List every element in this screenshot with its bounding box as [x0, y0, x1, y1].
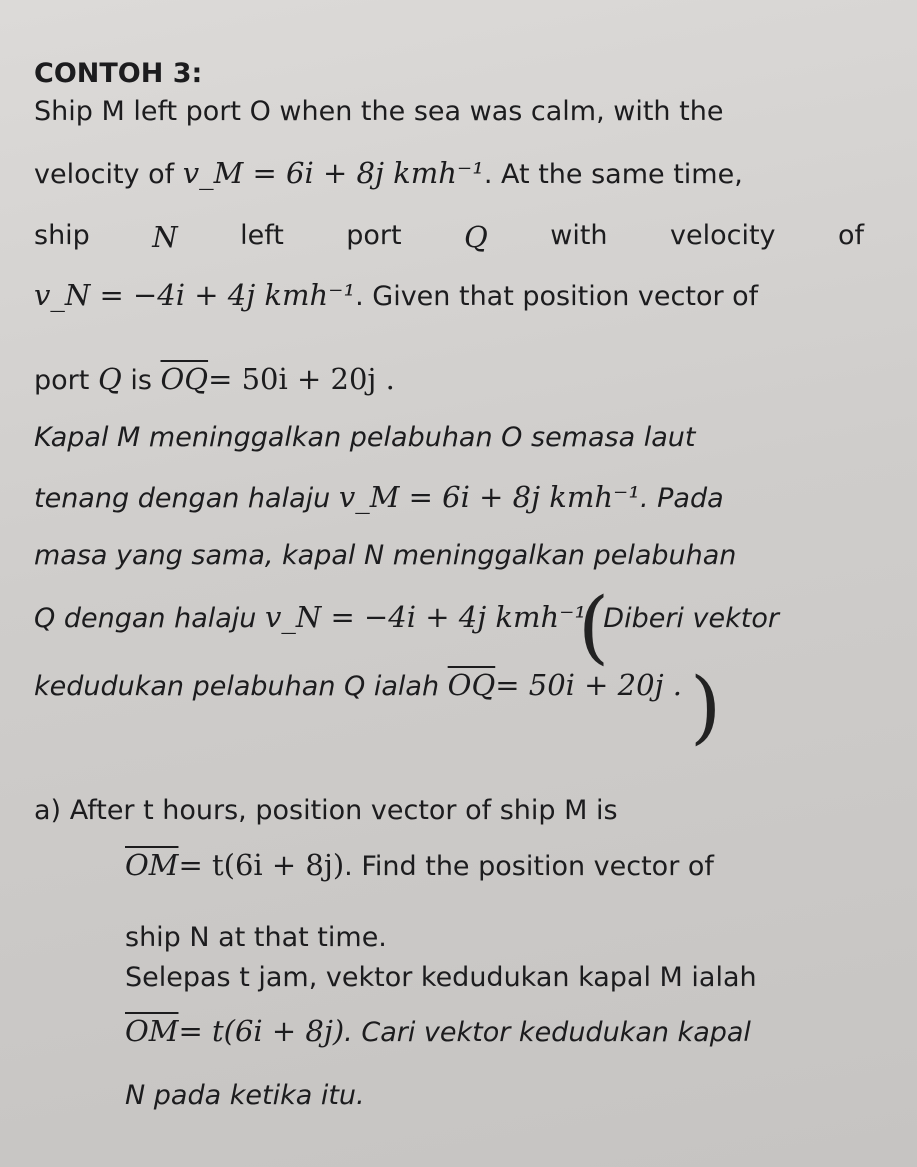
part-a-malay-2 [125, 1014, 751, 1048]
text: kedudukan pelabuhan Q ialah [34, 671, 440, 702]
malay-line-1: Kapal M meninggalkan pelabuhan O semasa laut [34, 422, 696, 453]
text: . Find the position vector of [344, 851, 714, 882]
text: . Cari vektor kedudukan kapal [344, 1017, 751, 1048]
english-line-5 [34, 362, 395, 396]
text: tenang dengan halaju [34, 483, 331, 514]
text: is [130, 365, 152, 396]
text: Q [97, 362, 122, 396]
malay-line-3: masa yang sama, kapal N meninggalkan pelabuhan [34, 540, 737, 571]
math-vn: v_N = −4i + 4j kmh⁻¹ [34, 278, 356, 312]
math-vm: v_M = 6i + 8j kmh⁻¹ [338, 480, 640, 514]
malay-line-5 [34, 668, 682, 702]
vector-om: $\overline{OM}$ [125, 848, 179, 882]
english-line-2 [34, 156, 743, 190]
math-vm: v_M = 6i + 8j kmh⁻¹ [182, 156, 484, 190]
word: ship [34, 220, 90, 251]
example-title: CONTOH 3: [34, 58, 203, 89]
part-a-line-3: ship N at that time. [125, 922, 387, 953]
word: of [837, 220, 864, 251]
malay-line-2 [34, 480, 724, 514]
text: . Pada [639, 483, 724, 514]
handwritten-bracket-open: ( [578, 580, 610, 673]
malay-line-4 [34, 600, 779, 634]
part-a-line-2 [125, 848, 714, 882]
math: = 50i + 20j . [208, 362, 395, 396]
word: port [346, 220, 402, 251]
math: = 50i + 20j . [495, 668, 682, 702]
text: . Given that position vector of [355, 281, 759, 312]
word: N [152, 220, 178, 254]
vector-oq: $\overline{OQ}$ [447, 668, 496, 702]
vector-oq: $\overline{OQ}$ [160, 362, 209, 396]
english-line-4 [34, 278, 758, 312]
word: left [240, 220, 284, 251]
math: = t(6i + 8j) [178, 848, 345, 882]
word: velocity [670, 220, 776, 251]
english-line-1: Ship M left port O when the sea was calm, with the [34, 96, 724, 127]
math-vn: v_N = −4i + 4j kmh⁻¹ [265, 600, 587, 634]
part-a-malay-1: Selepas t jam, vektor kedudukan kapal M ialah [125, 962, 757, 993]
part-label: a) [34, 795, 62, 826]
handwritten-bracket-close: ) [690, 660, 722, 753]
text: velocity of [34, 159, 175, 190]
text: . Diberi vektor [586, 603, 779, 634]
text: Q dengan halaju [34, 603, 257, 634]
text: port [34, 365, 90, 396]
english-line-3 [34, 220, 864, 254]
math: = t(6i + 8j) [178, 1014, 345, 1048]
part-a-malay-3: N pada ketika itu. [125, 1080, 365, 1111]
text: . At the same time, [483, 159, 743, 190]
text: After t hours, position vector of ship M is [69, 795, 618, 826]
word: Q [464, 220, 488, 254]
vector-om: $\overline{OM}$ [125, 1014, 179, 1048]
word: with [550, 220, 608, 251]
part-a-line-1 [34, 795, 618, 826]
